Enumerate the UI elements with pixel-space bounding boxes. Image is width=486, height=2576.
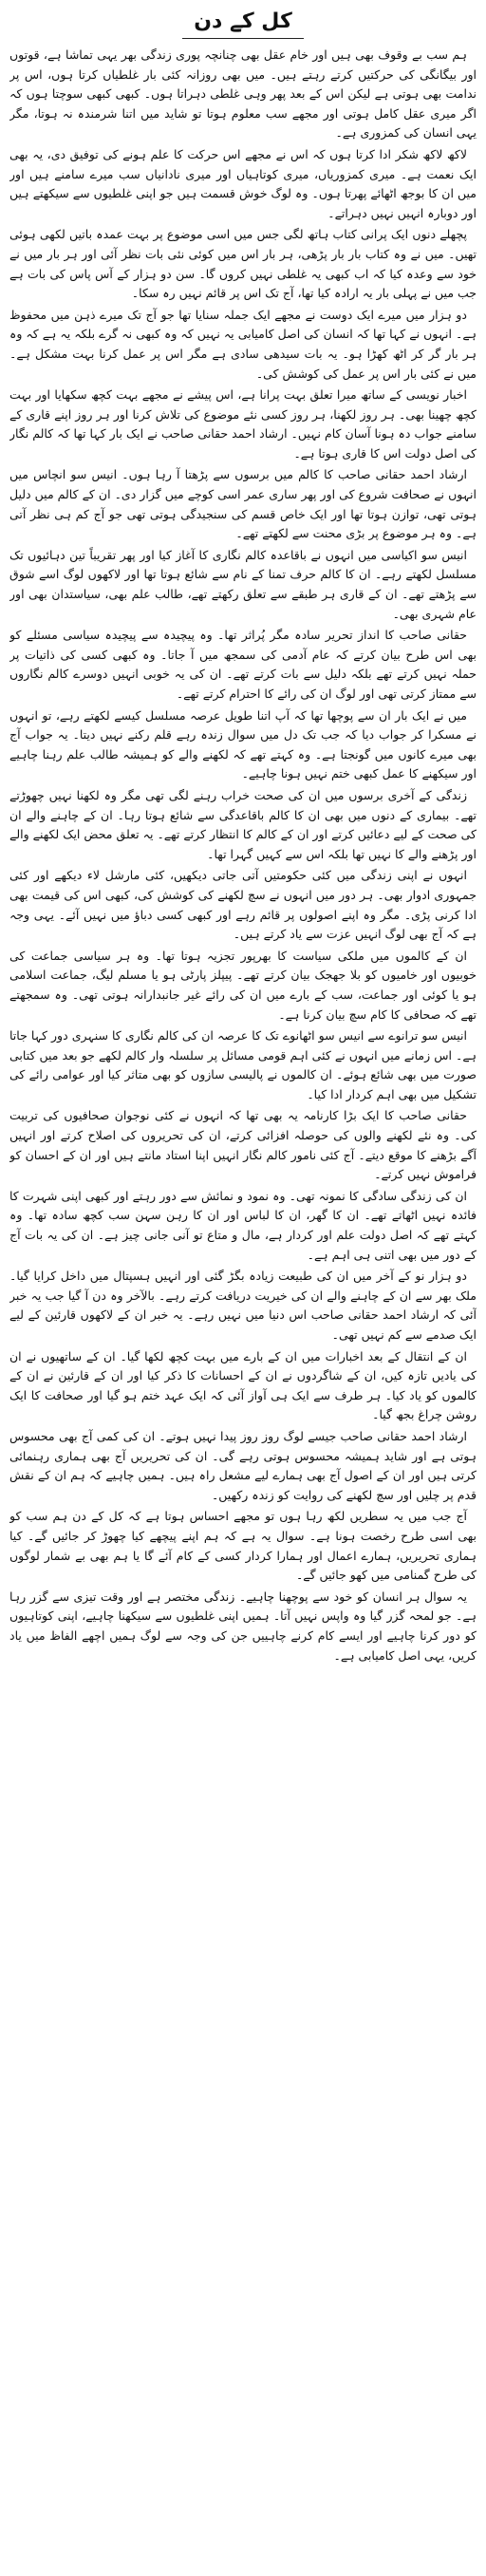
article-paragraph: حقانی صاحب کا ایک بڑا کارنامہ یہ بھی تھا کہ انہوں نے کئی نوجوان صحافیوں کی تربیت کی۔ وہ نئے لکھنے والوں کی حوصلہ افزائی کرتے، ان کی تحریروں کی اصلاح کرتے اور انہیں آگے بڑھنے کا موقع دیتے۔ آج کئی نامور کالم نگار انہیں اپنا استاد مانتے ہیں اور ان کے احسان کو فراموش نہیں کرتے۔ (9, 1108, 477, 1182)
article-paragraph: ان کے انتقال کے بعد اخبارات میں ان کے بارے میں بہت کچھ لکھا گیا۔ ان کے ساتھیوں نے ان کی یادیں تازہ کیں، ان کے شاگردوں نے ان کے احسانات کا ذکر کیا اور ان کے قارئین نے ان کے کالموں کو یاد کیا۔ ہر طرف سے ایک ہی آواز آئی کہ ایک عہد ختم ہو گیا اور صحافت کا ایک روشن چراغ بجھ گیا۔ (9, 1348, 477, 1422)
article-title: کل کے دن (182, 6, 304, 39)
article-paragraph: آج جب میں یہ سطریں لکھ رہا ہوں تو مجھے احساس ہوتا ہے کہ کل کے دن ہم سب کو بھی اسی طرح رخصت ہونا ہے۔ سوال یہ ہے کہ ہم اپنے پیچھے کیا چھوڑ کر جائیں گے۔ کیا ہماری تحریریں، ہمارے اعمال اور ہمارا کردار کسی کے کام آئے گا یا ہم بھی بے شمار لوگوں کی طرح گمنامی میں کھو جائیں گے۔ (9, 1509, 477, 1583)
article-paragraph: یہ سوال ہر انسان کو خود سے پوچھنا چاہیے۔ زندگی مختصر ہے اور وقت تیزی سے گزر رہا ہے۔ جو لمحہ گزر گیا وہ واپس نہیں آتا۔ ہمیں اپنی غلطیوں سے سیکھنا چاہیے، اپنی کوتاہیوں کو دور کرنا چاہیے اور ایسے کام کرنے چاہییں جن کی وجہ سے لوگ ہمیں اچھے الفاظ میں یاد کریں، یہی اصل کامیابی ہے۔ (9, 1589, 477, 1663)
article-paragraph: ان کے کالموں میں ملکی سیاست کا بھرپور تجزیہ ہوتا تھا۔ وہ ہر سیاسی جماعت کی خوبیوں اور خامیوں کو بلا جھجک بیان کرتے تھے۔ پیپلز پارٹی ہو یا مسلم لیگ، جماعت اسلامی ہو یا کوئی اور جماعت، سب کے بارے میں ان کی رائے غیر جانبدارانہ ہوتی تھی۔ وہ سمجھتے تھے کہ صحافی کا کام سچ بیان کرنا ہے۔ (9, 948, 477, 1022)
article-paragraph: پچھلے دنوں ایک پرانی کتاب ہاتھ لگی جس میں اسی موضوع پر بہت عمدہ باتیں لکھی ہوئی تھیں۔ میں نے وہ کتاب بار بار پڑھی، ہر بار اس میں کوئی نئی بات نظر آئی اور ہر بار میں نے خود سے وعدہ کیا کہ اب کبھی یہ غلطی نہیں کروں گا۔ سن دو ہزار کے آس پاس کی بات ہے جب میں نے پہلی بار یہ ارادہ کیا تھا، آج تک اس پر قائم نہیں رہ سکا۔ (9, 227, 477, 301)
article-paragraph: ارشاد احمد حقانی صاحب جیسے لوگ روز روز پیدا نہیں ہوتے۔ ان کی کمی آج بھی محسوس ہوتی ہے اور شاید ہمیشہ محسوس ہوتی رہے گی۔ ان کی تحریریں آج بھی ہماری رہنمائی کرتی ہیں اور ان کے اصول آج بھی ہمارے لیے مشعل راہ ہیں۔ ہمیں چاہیے کہ ہم ان کے نقش قدم پر چلیں اور سچ لکھنے کی روایت کو زندہ رکھیں۔ (9, 1428, 477, 1502)
title-block (8, 6, 478, 42)
article-paragraph: انہوں نے اپنی زندگی میں کئی حکومتیں آتی جاتی دیکھیں، کئی مارشل لاء دیکھے اور کئی جمہوری ادوار بھی۔ ہر دور میں انہوں نے سچ لکھنے کی کوشش کی، کبھی اس کی قیمت بھی ادا کرنی پڑی۔ مگر وہ اپنے اصولوں پر قائم رہے اور کبھی کسی دباؤ میں نہیں آئے۔ یہی وجہ ہے کہ آج بھی لوگ انہیں عزت سے یاد کرتے ہیں۔ (9, 868, 477, 942)
article-paragraph: زندگی کے آخری برسوں میں ان کی صحت خراب رہنے لگی تھی مگر وہ لکھنا نہیں چھوڑتے تھے۔ بیماری کے دنوں میں بھی ان کا کالم باقاعدگی سے شائع ہوتا رہا۔ ان کے چاہنے والے ان کی صحت کے لیے دعائیں کرتے اور ان کے کالم کا انتظار کرتے تھے۔ یہ تعلق محض ایک لکھنے والے اور پڑھنے والے کا نہیں تھا بلکہ اس سے کہیں گہرا تھا۔ (9, 787, 477, 861)
article-paragraph: ارشاد احمد حقانی صاحب کا کالم میں برسوں سے پڑھتا آ رہا ہوں۔ انیس سو انچاس میں انہوں نے صحافت شروع کی اور پھر ساری عمر اسی کوچے میں گزار دی۔ ان کے کالم میں دلیل ہوتی تھی، توازن ہوتا تھا اور ایک خاص قسم کی سنجیدگی ہوتی تھی جو آج کم ہی نظر آتی ہے۔ وہ ہر موضوع پر بڑی محنت سے لکھتے تھے۔ (9, 467, 477, 541)
article-paragraph: ان کی زندگی سادگی کا نمونہ تھی۔ وہ نمود و نمائش سے دور رہتے اور کبھی اپنی شہرت کا فائدہ نہیں اٹھاتے تھے۔ ان کا گھر، ان کا لباس اور ان کا رہن سہن سب کچھ سادہ تھا۔ وہ کہتے تھے کہ اصل دولت علم اور کردار ہے، مال و متاع تو آنی جانی چیز ہے۔ ان کی یہ بات آج کے دور میں بھی اتنی ہی اہم ہے۔ (9, 1188, 477, 1262)
article-paragraph: ہم سب بے وقوف بھی ہیں اور خام عقل بھی چنانچہ پوری زندگی بھر یہی تماشا ہے، قوتوں اور بیگانگی کی حرکتیں کرتے رہتے ہیں۔ میں بھی روزانہ کئی بار غلطیاں کرتا ہوں، اس پر ندامت بھی ہوتی ہے لیکن اس کے بعد پھر وہی غلطی دہراتا ہوں۔ کبھی کبھی سوچتا ہوں کہ اگر میری عقل کامل ہوتی اور مجھے سب معلوم ہوتا تو شاید میں اتنا شرمندہ نہ ہوتا، مگر یہی انسان کی کمزوری ہے۔ (9, 47, 477, 141)
article-paragraph: انیس سو ترانوے سے انیس سو اٹھانوے تک کا عرصہ ان کی کالم نگاری کا سنہری دور کہا جاتا ہے۔ اس زمانے میں انہوں نے کئی اہم قومی مسائل پر سلسلہ وار کالم لکھے جو بعد میں کتابی صورت میں بھی شائع ہوئے۔ ان کالموں نے پالیسی سازوں کو بھی متاثر کیا اور عوامی رائے کی تشکیل میں بھی اہم کردار ادا کیا۔ (9, 1028, 477, 1101)
article-paragraph: میں نے ایک بار ان سے پوچھا تھا کہ آپ اتنا طویل عرصہ مسلسل کیسے لکھتے رہے، تو انہوں نے مسکرا کر جواب دیا کہ جب تک دل میں سوال زندہ رہے قلم رکنے نہیں دیتا۔ یہ جواب آج بھی میرے کانوں میں گونجتا ہے۔ وہ کہتے تھے کہ لکھنے والے کو ہمیشہ طالب علم رہنا چاہیے اور سیکھنے کا عمل کبھی ختم نہیں ہونا چاہیے۔ (9, 707, 477, 781)
article-paragraph: دو ہزار میں میرے ایک دوست نے مجھے ایک جملہ سنایا تھا جو آج تک میرے ذہن میں محفوظ ہے۔ انہوں نے کہا تھا کہ انسان کی اصل کامیابی یہ نہیں کہ وہ کبھی نہ گرے بلکہ یہ ہے کہ وہ ہر بار گر کر اٹھ کھڑا ہو۔ یہ بات سیدھی سادی ہے مگر اس پر عمل کرنا بہت مشکل ہے۔ میں نے کئی بار اس پر عمل کی کوشش کی۔ (9, 307, 477, 381)
article-body (9, 46, 477, 2567)
article-paragraph: انیس سو اکیاسی میں انہوں نے باقاعدہ کالم نگاری کا آغاز کیا اور پھر تقریباً تین دہائیوں تک مسلسل لکھتے رہے۔ ان کا کالم حرف تمنا کے نام سے شائع ہوتا تھا اور لاکھوں لوگ اسے شوق سے پڑھتے تھے۔ ان کے قاری ہر طبقے سے تعلق رکھتے تھے، طالب علم بھی، سیاستدان بھی اور عام شہری بھی۔ (9, 547, 477, 621)
article-paragraph: حقانی صاحب کا انداز تحریر سادہ مگر پُراثر تھا۔ وہ پیچیدہ سے پیچیدہ سیاسی مسئلے کو بھی اس طرح بیان کرتے کہ عام آدمی کی سمجھ میں آ جاتا۔ وہ کبھی کسی کی ذاتیات پر حملہ نہیں کرتے تھے بلکہ دلیل سے بات کرتے تھے۔ ان کی یہ خوبی انہیں دوسرے کالم نگاروں سے ممتاز کرتی تھی اور لوگ ان کی رائے کا احترام کرتے تھے۔ (9, 628, 477, 701)
article-paragraph: دو ہزار نو کے آخر میں ان کی طبیعت زیادہ بگڑ گئی اور انہیں ہسپتال میں داخل کرایا گیا۔ ملک بھر سے ان کے چاہنے والے ان کی خیریت دریافت کرتے رہے۔ بالآخر وہ دن آ گیا جب یہ خبر آئی کہ ارشاد احمد حقانی صاحب اس دنیا میں نہیں رہے۔ یہ خبر ان کے لاکھوں قارئین کے لیے ایک صدمے سے کم نہیں تھی۔ (9, 1269, 477, 1342)
article-paragraph: اخبار نویسی کے ساتھ میرا تعلق بہت پرانا ہے، اس پیشے نے مجھے بہت کچھ سکھایا اور بہت کچھ چھینا بھی۔ ہر روز لکھنا، ہر روز کسی نئے موضوع کی تلاش کرنا اور ہر روز اپنے قاری کے سامنے جواب دہ ہونا آسان کام نہیں۔ ارشاد احمد حقانی صاحب نے ایک بار کہا تھا کہ کالم نگار کی اصل دولت اس کا قاری ہوتا ہے۔ (9, 387, 477, 461)
article-paragraph: لاکھ لاکھ شکر ادا کرتا ہوں کہ اس نے مجھے اس حرکت کا علم ہونے کی توفیق دی، یہ بھی ایک نعمت ہے۔ میری کمزوریاں، میری کوتاہیاں اور میری نادانیاں سب میرے سامنے ہیں اور میں ان کا بوجھ اٹھائے پھرتا ہوں۔ وہ لوگ خوش قسمت ہیں جو اپنی غلطیوں سے سیکھتے ہیں اور دوبارہ انہیں نہیں دہراتے۔ (9, 146, 477, 220)
